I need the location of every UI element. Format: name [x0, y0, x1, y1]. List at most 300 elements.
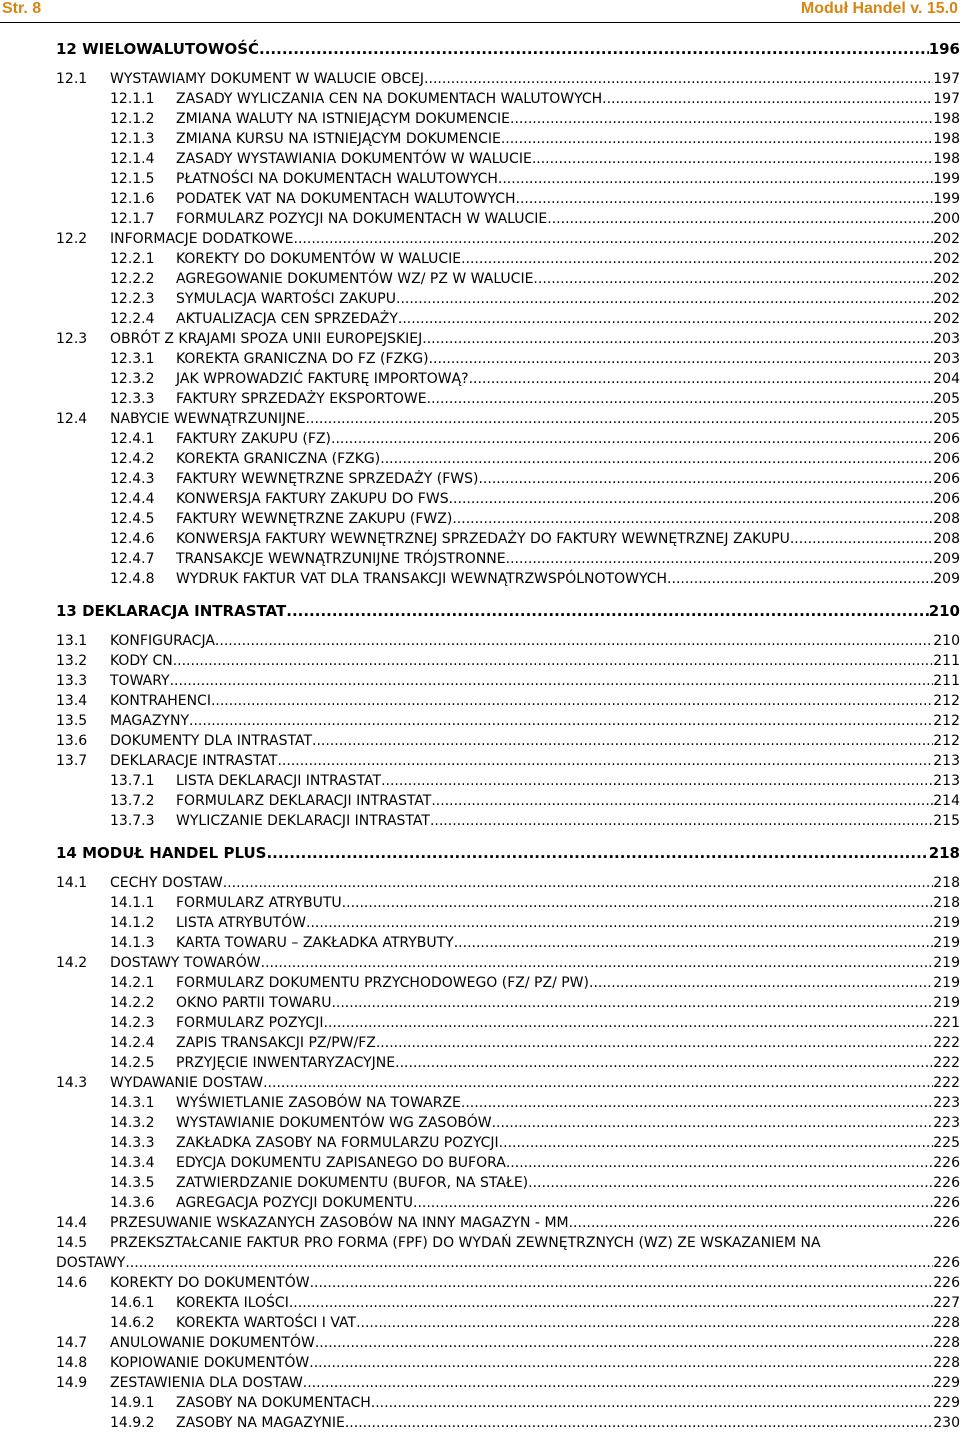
- toc-page: 202: [933, 271, 960, 287]
- toc-number: 14.3.6: [110, 1195, 155, 1211]
- toc-page: 223: [933, 1095, 960, 1111]
- toc-number: 12.2.1: [110, 251, 155, 267]
- toc-leader: [259, 38, 929, 60]
- toc-leader: [533, 269, 933, 289]
- toc-section[interactable]: [56, 671, 960, 691]
- toc-number: 12.1.2: [110, 111, 155, 127]
- toc-entry-continuation[interactable]: [56, 1253, 960, 1273]
- toc-title: FORMULARZ POZYCJI: [176, 1015, 324, 1031]
- toc-subsection[interactable]: [110, 933, 960, 953]
- toc-page: 212: [933, 693, 960, 709]
- toc-section[interactable]: [56, 1273, 960, 1293]
- toc-page: 206: [933, 471, 960, 487]
- toc-leader: [173, 651, 934, 671]
- toc-page: 214: [933, 793, 960, 809]
- toc-subsection[interactable]: [110, 149, 960, 169]
- toc-subsection[interactable]: [110, 449, 960, 469]
- toc-subsection[interactable]: [110, 791, 960, 811]
- toc-number: 12.4.8: [110, 571, 155, 587]
- toc-number: 13.2: [56, 653, 88, 669]
- toc-number: 13.3: [56, 673, 88, 689]
- toc-title: PRZYJĘCIE INWENTARYZACYJNE: [176, 1055, 396, 1071]
- toc-title: KODY CN: [110, 653, 173, 669]
- toc-leader: [510, 109, 933, 129]
- toc-title: ANULOWANIE DOKUMENTÓW: [110, 1335, 315, 1351]
- toc-title: EDYCJA DOKUMENTU ZAPISANEGO DO BUFORA: [176, 1155, 506, 1171]
- toc-subsection[interactable]: [110, 893, 960, 913]
- toc-leader: [211, 691, 933, 711]
- toc-number: 13.7: [56, 753, 88, 769]
- toc-page: 226: [933, 1215, 960, 1231]
- toc-number: 14.3.4: [110, 1155, 155, 1171]
- toc-number: 14.2.3: [110, 1015, 155, 1031]
- toc-section[interactable]: [56, 631, 960, 651]
- toc-section[interactable]: [56, 873, 960, 893]
- toc-entry[interactable]: [56, 1233, 960, 1253]
- toc-number: 12.3: [56, 331, 88, 347]
- toc-number: 14.1.1: [110, 895, 155, 911]
- toc-leader: [506, 1153, 933, 1173]
- toc-section[interactable]: [56, 69, 960, 89]
- toc-number: 12.4.6: [110, 531, 155, 547]
- toc-leader: [454, 933, 934, 953]
- toc-section[interactable]: [56, 1213, 960, 1233]
- toc-title: SYMULACJA WARTOŚCI ZAKUPU: [176, 291, 396, 307]
- toc-page: 196: [928, 40, 960, 58]
- toc-page: 228: [933, 1315, 960, 1331]
- toc-leader: [294, 229, 934, 249]
- toc-page: 205: [933, 391, 960, 407]
- toc-page: 199: [933, 171, 960, 187]
- toc-number: 14.3.3: [110, 1135, 155, 1151]
- toc-section[interactable]: [56, 691, 960, 711]
- toc-page: 202: [933, 231, 960, 247]
- toc-leader: [215, 631, 933, 651]
- toc-title: AKTUALIZACJA CEN SPRZEDAŻY: [176, 311, 398, 327]
- toc-leader: [286, 600, 928, 622]
- toc-number: 13.1: [56, 633, 88, 649]
- toc-subsection[interactable]: [110, 169, 960, 189]
- toc-number: 12.2.2: [110, 271, 155, 287]
- toc-title: WYŚWIETLANIE ZASOBÓW NA TOWARZE: [176, 1095, 461, 1111]
- toc-title: ZAPIS TRANSAKCJI PZ/PW/FZ: [176, 1035, 376, 1051]
- toc-page: 213: [933, 753, 960, 769]
- toc-page: 202: [933, 311, 960, 327]
- toc-leader: [516, 189, 934, 209]
- toc-page: 215: [933, 813, 960, 829]
- toc-title: FORMULARZ ATRYBUTU: [176, 895, 342, 911]
- toc-number: 12.2.4: [110, 311, 155, 327]
- toc-number: 14.3.1: [110, 1095, 155, 1111]
- toc-section[interactable]: [56, 1333, 960, 1353]
- toc-number: 12.1.7: [110, 211, 155, 227]
- toc-page: 227: [933, 1295, 960, 1311]
- toc-subsection[interactable]: [110, 549, 960, 569]
- toc-leader: [223, 873, 934, 893]
- toc-subsection[interactable]: [110, 993, 960, 1013]
- toc-subsection[interactable]: [110, 309, 960, 329]
- toc-title: FAKTURY SPRZEDAŻY EKSPORTOWE: [176, 391, 427, 407]
- toc-leader: [461, 1093, 933, 1113]
- toc-subsection[interactable]: [110, 269, 960, 289]
- toc-subsection[interactable]: [110, 129, 960, 149]
- toc-subsection[interactable]: [110, 249, 960, 269]
- toc-subsection[interactable]: [110, 289, 960, 309]
- toc-number: 14.9.2: [110, 1415, 155, 1431]
- toc-leader: [289, 1293, 933, 1313]
- toc-subsection[interactable]: [110, 1053, 960, 1073]
- toc-title: AGREGOWANIE DOKUMENTÓW WZ/ PZ W WALUCIE: [176, 271, 534, 287]
- toc-leader: [303, 1373, 933, 1393]
- toc-number: 14.2.2: [110, 995, 155, 1011]
- toc-title: KOREKTY DO DOKUMENTÓW W WALUCIE: [176, 251, 462, 267]
- toc-page: 210: [928, 602, 960, 620]
- toc-title: 12 WIELOWALUTOWOŚĆ: [56, 40, 260, 58]
- toc-leader: [790, 529, 933, 549]
- toc-chapter[interactable]: [56, 842, 960, 864]
- toc-page: 228: [933, 1335, 960, 1351]
- toc-page: 222: [933, 1075, 960, 1091]
- toc-subsection[interactable]: [110, 1113, 960, 1133]
- toc-leader: [429, 349, 934, 369]
- toc-page: 197: [933, 71, 960, 87]
- toc-title: FORMULARZ DOKUMENTU PRZYCHODOWEGO (FZ/ PZ/ PW): [176, 975, 589, 991]
- toc-page: 203: [933, 331, 960, 347]
- module-title: Moduł Handel v. 15.0: [800, 0, 958, 17]
- toc-section[interactable]: [56, 731, 960, 751]
- toc-leader: [602, 89, 933, 109]
- toc-number: 14.6.1: [110, 1295, 155, 1311]
- toc-number: 14.1.2: [110, 915, 155, 931]
- toc-page: 205: [933, 411, 960, 427]
- toc-leader: [345, 1413, 933, 1433]
- toc-page: 206: [933, 451, 960, 467]
- toc-page: 199: [933, 191, 960, 207]
- toc-title: WYLICZANIE DEKLARACJI INTRASTAT: [176, 813, 430, 829]
- toc-number: 14.5: [56, 1235, 88, 1251]
- toc-leader: [261, 953, 934, 973]
- toc-number: 12.4: [56, 411, 88, 427]
- toc-leader: [427, 389, 934, 409]
- toc-number: 14.9.1: [110, 1395, 155, 1411]
- toc-title: KOREKTA GRANICZNA (FZKG): [176, 451, 381, 467]
- toc-subsection[interactable]: [110, 429, 960, 449]
- toc-leader: [528, 1173, 933, 1193]
- toc-page: 226: [933, 1255, 960, 1271]
- toc-number: 14.6.2: [110, 1315, 155, 1331]
- toc-title: ZMIANA KURSU NA ISTNIEJĄCYM DOKUMENCIE: [176, 131, 501, 147]
- toc-page: 225: [933, 1135, 960, 1151]
- toc-page: 230: [933, 1415, 960, 1431]
- toc-subsection[interactable]: [110, 1413, 960, 1433]
- toc-page: 198: [933, 151, 960, 167]
- toc-subsection[interactable]: [110, 913, 960, 933]
- toc-number: 12.1.4: [110, 151, 155, 167]
- toc-page: 223: [933, 1115, 960, 1131]
- toc-leader: [306, 409, 934, 429]
- toc-leader: [499, 1133, 934, 1153]
- toc-section[interactable]: [56, 229, 960, 249]
- toc-subsection[interactable]: [110, 811, 960, 831]
- toc-title: 14 MODUŁ HANDEL PLUS: [56, 844, 267, 862]
- toc-leader: [125, 1253, 933, 1273]
- toc-title: WYDAWANIE DOSTAW: [110, 1075, 264, 1091]
- toc-subsection[interactable]: [110, 209, 960, 229]
- toc-number: 12.3.2: [110, 371, 155, 387]
- toc-page: 209: [933, 571, 960, 587]
- toc-leader: [277, 751, 933, 771]
- toc-title: KOREKTA ILOŚCI: [176, 1295, 289, 1311]
- toc-title: CECHY DOSTAW: [110, 875, 223, 891]
- toc-subsection[interactable]: [110, 189, 960, 209]
- toc-number: 14.1: [56, 875, 88, 891]
- toc-section[interactable]: [56, 1353, 960, 1373]
- toc-number: 14.2.1: [110, 975, 155, 991]
- toc-title: ZASOBY NA MAGAZYNIE: [176, 1415, 345, 1431]
- toc-leader: [310, 1273, 934, 1293]
- toc-number: 12.2: [56, 231, 88, 247]
- toc-page: 200: [933, 211, 960, 227]
- toc-title: FAKTURY WEWNĘTRZNE ZAKUPU (FWZ): [176, 511, 453, 527]
- toc-page: 221: [933, 1015, 960, 1031]
- toc-page: 206: [933, 431, 960, 447]
- toc-title: NABYCIE WEWNĄTRZUNIJNE: [110, 411, 306, 427]
- toc-subsection[interactable]: [110, 1173, 960, 1193]
- toc-section[interactable]: [56, 751, 960, 771]
- toc-title: KONFIGURACJA: [110, 633, 215, 649]
- toc-leader: [461, 249, 933, 269]
- toc-page: 219: [933, 955, 960, 971]
- toc-subsection[interactable]: [110, 1013, 960, 1033]
- toc-number: 12.2.3: [110, 291, 155, 307]
- toc-number: 12.4.2: [110, 451, 155, 467]
- toc-number: 14.3.2: [110, 1115, 155, 1131]
- toc-subsection[interactable]: [110, 89, 960, 109]
- toc-number: 12.4.1: [110, 431, 155, 447]
- toc-number: 12.4.5: [110, 511, 155, 527]
- toc-page: 198: [933, 111, 960, 127]
- toc-leader: [380, 449, 933, 469]
- toc-page: 208: [933, 531, 960, 547]
- toc-page: 218: [928, 844, 960, 862]
- toc-title: KONWERSJA FAKTURY WEWNĘTRZNEJ SPRZEDAŻY DO FAKTURY WEWNĘTRZNEJ ZAKUPU: [176, 531, 790, 547]
- toc-number: 12.4.4: [110, 491, 155, 507]
- toc-page: 206: [933, 491, 960, 507]
- toc-leader: [569, 1213, 934, 1233]
- toc-leader: [449, 489, 934, 509]
- toc-subsection[interactable]: [110, 389, 960, 409]
- toc-subsection[interactable]: [110, 1393, 960, 1413]
- toc-title: WYSTAWIAMY DOKUMENT W WALUCIE OBCEJ: [110, 71, 425, 87]
- toc-leader: [547, 209, 933, 229]
- toc-title: WYSTAWIANIE DOKUMENTÓW WG ZASOBÓW: [176, 1115, 492, 1131]
- toc-leader: [413, 1193, 933, 1213]
- toc-number: 12.4.7: [110, 551, 155, 567]
- toc-page: 219: [933, 915, 960, 931]
- toc-title: ZESTAWIENIA DLA DOSTAW: [110, 1375, 303, 1391]
- toc-leader: [323, 1013, 933, 1033]
- toc-page: 212: [933, 733, 960, 749]
- toc-page: 211: [933, 673, 960, 689]
- toc-page: 229: [933, 1395, 960, 1411]
- toc-page: 203: [933, 351, 960, 367]
- toc-number: 14.7: [56, 1335, 88, 1351]
- toc-page: 219: [933, 935, 960, 951]
- toc-number: 14.1.3: [110, 935, 155, 951]
- toc-section[interactable]: [56, 409, 960, 429]
- toc-subsection[interactable]: [110, 109, 960, 129]
- toc-title: INFORMACJE DODATKOWE: [110, 231, 294, 247]
- page-header: [0, 0, 960, 22]
- toc-chapter[interactable]: [56, 38, 960, 60]
- toc-title: 13 DEKLARACJA INTRASTAT: [56, 602, 287, 620]
- toc-title: LISTA ATRYBUTÓW: [176, 915, 306, 931]
- toc-subsection[interactable]: [110, 349, 960, 369]
- toc-subsection[interactable]: [110, 1193, 960, 1213]
- toc-leader: [331, 429, 933, 449]
- toc-page: 197: [933, 91, 960, 107]
- toc-leader: [342, 893, 934, 913]
- toc-number: 12.3.3: [110, 391, 155, 407]
- toc-leader: [469, 369, 934, 389]
- header-rule: [0, 22, 960, 23]
- toc-title: JAK WPROWADZIĆ FAKTURĘ IMPORTOWĄ?: [176, 371, 469, 387]
- toc-page: 219: [933, 995, 960, 1011]
- toc-leader: [331, 993, 933, 1013]
- toc-section[interactable]: [56, 711, 960, 731]
- toc-page: 218: [933, 875, 960, 891]
- toc-title: PRZEKSZTAŁCANIE FAKTUR PRO FORMA (FPF) DO WYDAŃ ZEWNĘTRZNYCH (WZ) ZE WSKAZANIEM NA: [110, 1235, 821, 1251]
- toc-subsection[interactable]: [110, 1093, 960, 1113]
- toc-number: 12.1.6: [110, 191, 155, 207]
- toc-leader: [422, 329, 933, 349]
- toc-page: 228: [933, 1355, 960, 1371]
- toc-page: 212: [933, 713, 960, 729]
- toc-page: 226: [933, 1155, 960, 1171]
- toc-number: 13.7.1: [110, 773, 155, 789]
- toc-subsection[interactable]: [110, 469, 960, 489]
- toc-leader: [189, 711, 933, 731]
- toc-number: 13.7.2: [110, 793, 155, 809]
- toc-title: ZATWIERDZANIE DOKUMENTU (BUFOR, NA STAŁE): [176, 1175, 529, 1191]
- toc-title: KOREKTY DO DOKUMENTÓW: [110, 1275, 310, 1291]
- toc-section[interactable]: [56, 651, 960, 671]
- toc-subsection[interactable]: [110, 1313, 960, 1333]
- toc-subsection[interactable]: [110, 1293, 960, 1313]
- toc-leader: [371, 1393, 934, 1413]
- toc-leader: [501, 129, 933, 149]
- toc-page: 210: [933, 633, 960, 649]
- toc-section[interactable]: [56, 1073, 960, 1093]
- toc-chapter[interactable]: [56, 600, 960, 622]
- toc-number: 13.7.3: [110, 813, 155, 829]
- toc-number: 14.9: [56, 1375, 88, 1391]
- toc-number: 12.4.3: [110, 471, 155, 487]
- toc-title: KONTRAHENCI: [110, 693, 211, 709]
- toc-page: 226: [933, 1175, 960, 1191]
- toc-page: 218: [933, 895, 960, 911]
- toc-subsection[interactable]: [110, 973, 960, 993]
- toc-leader: [532, 149, 933, 169]
- toc-page: 202: [933, 291, 960, 307]
- toc-leader: [430, 811, 933, 831]
- toc-title: FORMULARZ DEKLARACJI INTRASTAT: [176, 793, 432, 809]
- toc-number: 13.4: [56, 693, 88, 709]
- toc-leader: [506, 549, 934, 569]
- toc-number: 14.2.4: [110, 1035, 155, 1051]
- toc-title: ZAKŁADKA ZASOBY NA FORMULARZU POZYCJI: [176, 1135, 499, 1151]
- toc-leader: [312, 731, 933, 751]
- toc-number: 13.6: [56, 733, 88, 749]
- toc-subsection[interactable]: [110, 529, 960, 549]
- toc-page: 211: [933, 653, 960, 669]
- toc-leader: [309, 1353, 933, 1373]
- page-number: Str. 8: [2, 0, 42, 17]
- toc-title: PRZESUWANIE WSKAZANYCH ZASOBÓW NA INNY MAGAZYN - MM: [110, 1215, 569, 1231]
- toc-title: WYDRUK FAKTUR VAT DLA TRANSAKCJI WEWNĄTRZWSPÓLNOTOWYCH: [176, 571, 668, 587]
- toc-number: 12.1.3: [110, 131, 155, 147]
- toc-page: 226: [933, 1195, 960, 1211]
- toc-subsection[interactable]: [110, 771, 960, 791]
- toc-subsection[interactable]: [110, 489, 960, 509]
- toc-title: DOSTAWY: [56, 1255, 126, 1271]
- toc-title: LISTA DEKLARACJI INTRASTAT: [176, 773, 382, 789]
- toc-subsection[interactable]: [110, 1033, 960, 1053]
- toc-leader: [395, 1053, 933, 1073]
- toc-title: KOREKTA GRANICZNA DO FZ (FZKG): [176, 351, 429, 367]
- toc-leader: [589, 973, 933, 993]
- toc-page: 202: [933, 251, 960, 267]
- toc-title: PŁATNOŚCI NA DOKUMENTACH WALUTOWYCH: [176, 171, 498, 187]
- toc-subsection[interactable]: [110, 509, 960, 529]
- toc-subsection[interactable]: [110, 1153, 960, 1173]
- toc-title: DOSTAWY TOWARÓW: [110, 955, 261, 971]
- toc-section[interactable]: [56, 1373, 960, 1393]
- toc-number: 14.6: [56, 1275, 88, 1291]
- toc-subsection[interactable]: [110, 369, 960, 389]
- toc-title: KOREKTA WARTOŚCI I VAT: [176, 1315, 357, 1331]
- toc-leader: [498, 169, 933, 189]
- toc-leader: [492, 1113, 934, 1133]
- toc-title: FAKTURY WEWNĘTRZNE SPRZEDAŻY (FWS): [176, 471, 479, 487]
- toc-leader: [263, 1073, 933, 1093]
- toc-title: OKNO PARTII TOWARU: [176, 995, 332, 1011]
- toc-leader: [452, 509, 933, 529]
- toc-page: 208: [933, 511, 960, 527]
- toc-title: DEKLARACJE INTRASTAT: [110, 753, 278, 769]
- toc-page: 226: [933, 1275, 960, 1291]
- toc-section[interactable]: [56, 329, 960, 349]
- toc-title: OBRÓT Z KRAJAMI SPOZA UNII EUROPEJSKIEJ: [110, 331, 423, 347]
- toc-title: ZASADY WYSTAWIANIA DOKUMENTÓW W WALUCIE: [176, 151, 532, 167]
- toc-number: 14.8: [56, 1355, 88, 1371]
- toc-number: 14.2.5: [110, 1055, 155, 1071]
- toc-title: KONWERSJA FAKTURY ZAKUPU DO FWS: [176, 491, 449, 507]
- toc-page: 222: [933, 1035, 960, 1051]
- toc-subsection[interactable]: [110, 1133, 960, 1153]
- toc-leader: [431, 791, 933, 811]
- toc-title: MAGAZYNY: [110, 713, 190, 729]
- toc-subsection[interactable]: [110, 569, 960, 589]
- toc-leader: [306, 913, 933, 933]
- toc-leader: [398, 309, 933, 329]
- toc-title: DOKUMENTY DLA INTRASTAT: [110, 733, 313, 749]
- toc-leader: [315, 1333, 933, 1353]
- toc-leader: [381, 771, 933, 791]
- toc-title: ZASADY WYLICZANIA CEN NA DOKUMENTACH WALUTOWYCH: [176, 91, 603, 107]
- toc-section[interactable]: [56, 953, 960, 973]
- toc-leader: [356, 1313, 933, 1333]
